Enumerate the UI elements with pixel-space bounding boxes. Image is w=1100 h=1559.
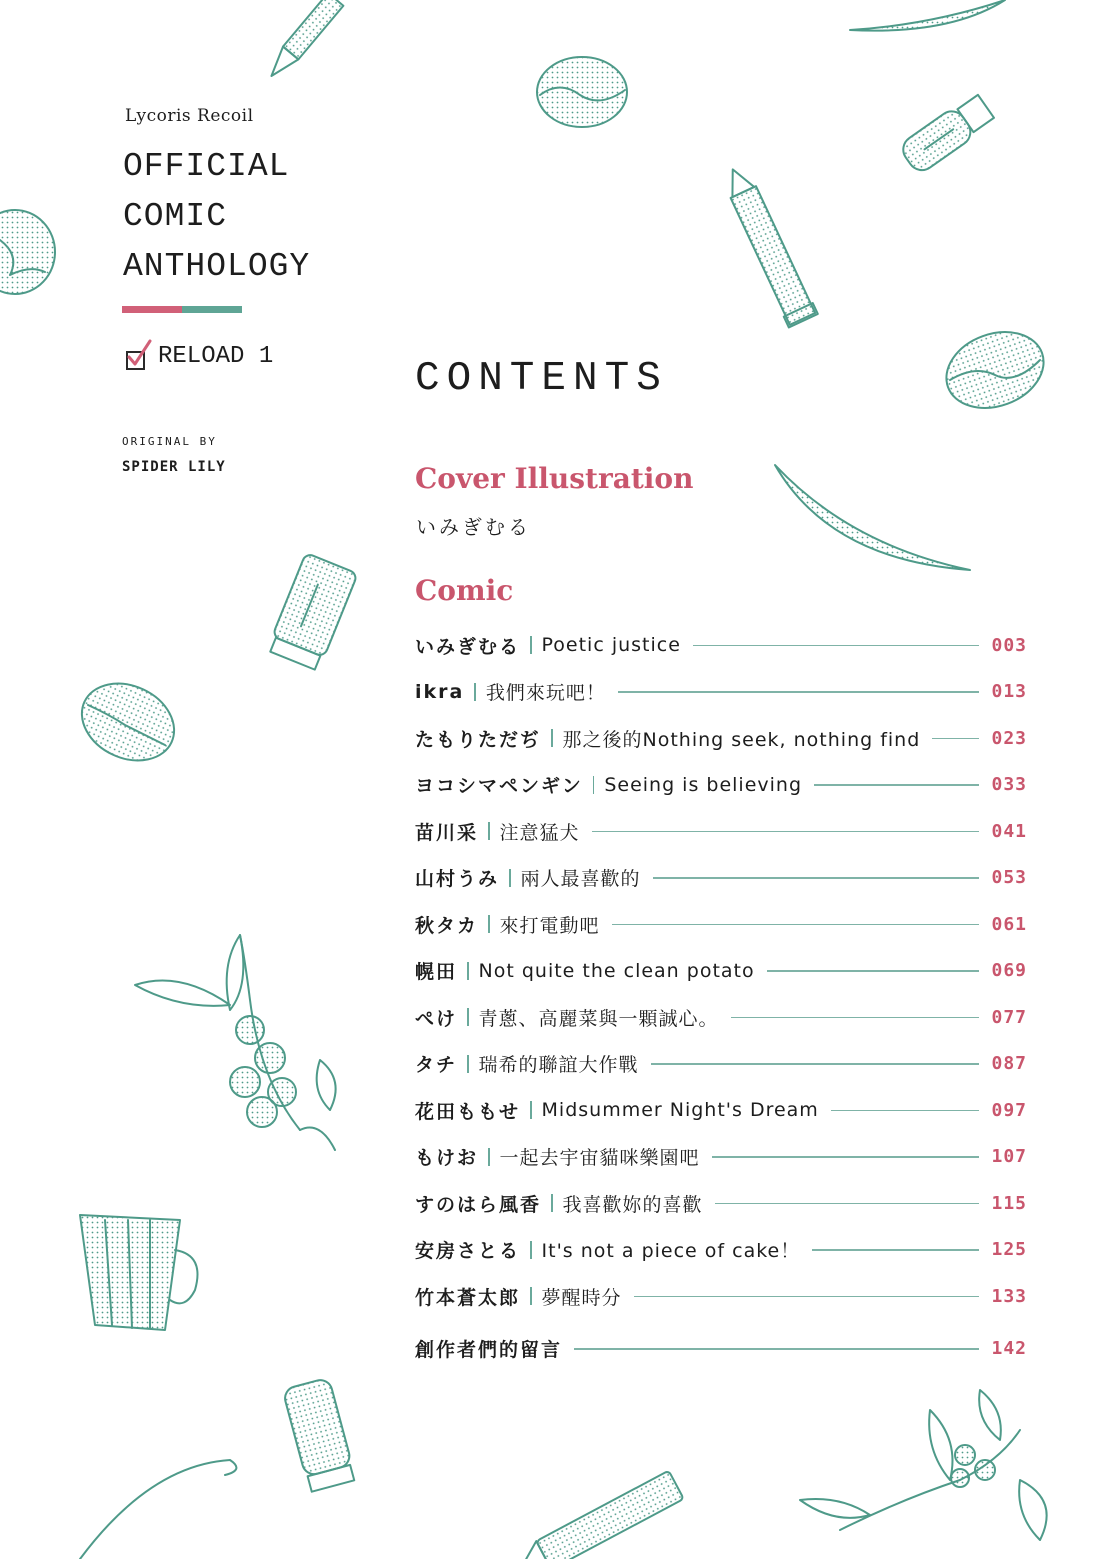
check-mark-icon <box>124 337 158 371</box>
entry-artist: 竹本蒼太郎 <box>415 1286 521 1309</box>
entry-title: 來打電動吧 <box>499 914 600 937</box>
table-of-contents <box>415 622 1027 1372</box>
toc-entry <box>415 1087 1027 1134</box>
entry-artist: 幌田 <box>415 961 458 984</box>
leader-line <box>612 924 980 926</box>
entry-page: 097 <box>991 1099 1027 1121</box>
coffee-branch-icon <box>135 935 336 1150</box>
leader-line <box>653 877 980 879</box>
entry-artist: 山村うみ <box>415 868 500 891</box>
entry-label: 創作者們的留言 <box>415 1339 563 1362</box>
entry-title: 我們來玩吧！ <box>485 682 606 705</box>
entry-artist: いみぎむる <box>415 635 521 658</box>
toc-entry <box>415 1134 1027 1181</box>
entry-artist: タチ <box>415 1054 458 1077</box>
volume-text: RELOAD 1 <box>158 343 274 370</box>
entry-artist: たもりただぢ <box>415 728 542 751</box>
leaf-icon <box>850 0 1005 31</box>
separator <box>530 1287 532 1305</box>
leader-line <box>618 691 980 693</box>
toc-entry <box>415 1041 1027 1088</box>
leader-line <box>767 970 980 972</box>
entry-artist: すのはら風香 <box>415 1193 542 1216</box>
entry-title: 我喜歡妳的喜歡 <box>562 1193 703 1216</box>
cover-section-title: Cover Illustration <box>415 462 694 495</box>
leaf-icon <box>775 465 970 570</box>
entry-artist: もけお <box>415 1147 479 1170</box>
entry-page: 115 <box>991 1192 1027 1214</box>
entry-title: It's not a piece of cake！ <box>541 1240 801 1263</box>
leader-line <box>731 1017 980 1019</box>
coffee-branch-icon <box>800 1390 1047 1540</box>
entry-artist: 花田ももせ <box>415 1100 521 1123</box>
divider-pink <box>122 306 182 313</box>
entry-artist: ヨコシマペンギン <box>415 775 583 798</box>
entry-title: 青蔥、高麗菜與一顆誠心。 <box>478 1007 719 1030</box>
entry-artist: 安房さとる <box>415 1240 521 1263</box>
entry-title: 那之後的Nothing seek, nothing find <box>562 728 921 751</box>
title-line: ANTHOLOGY <box>123 248 311 285</box>
leader-line <box>932 738 979 740</box>
comic-section-title: Comic <box>415 574 514 607</box>
entry-page: 142 <box>991 1338 1027 1360</box>
entry-page: 013 <box>991 681 1027 703</box>
toc-entry <box>415 1273 1027 1320</box>
separator <box>530 1101 532 1119</box>
bullet-icon <box>267 553 358 671</box>
leader-line <box>712 1156 980 1158</box>
coffee-bean-icon <box>0 210 55 294</box>
leader-line <box>693 645 980 647</box>
toc-entry <box>415 622 1027 669</box>
separator <box>488 1148 490 1166</box>
entry-page: 033 <box>991 774 1027 796</box>
leader-line <box>574 1348 979 1350</box>
separator <box>488 822 490 840</box>
entry-artist: ikra <box>415 680 465 703</box>
cup-icon <box>80 1215 198 1330</box>
entry-page: 023 <box>991 727 1027 749</box>
toc-entry <box>415 948 1027 995</box>
toc-entry <box>415 855 1027 902</box>
toc-entry <box>415 1227 1027 1274</box>
toc-entry <box>415 1180 1027 1227</box>
separator <box>530 636 532 654</box>
entry-title: 瑞希的聯誼大作戰 <box>478 1054 639 1077</box>
entry-artist: ぺけ <box>415 1007 458 1030</box>
entry-title: 一起去宇宙貓咪樂園吧 <box>499 1147 700 1170</box>
leader-line <box>715 1203 980 1205</box>
separator <box>593 776 595 794</box>
separator <box>467 1008 469 1026</box>
series-name: Lycoris Recoil <box>125 106 254 126</box>
separator <box>551 729 553 747</box>
original-by-label: ORIGINAL BY <box>122 435 217 448</box>
bullet-icon <box>282 1377 356 1492</box>
coffee-bean-icon <box>69 669 186 775</box>
leader-line <box>592 831 980 833</box>
entry-page: 061 <box>991 913 1027 935</box>
divider-teal <box>182 306 242 313</box>
bullet-icon <box>898 92 996 176</box>
contents-heading: CONTENTS <box>415 356 668 402</box>
separator <box>551 1194 553 1212</box>
entry-title: Poetic justice <box>541 634 681 657</box>
separator <box>488 915 490 933</box>
entry-page: 107 <box>991 1146 1027 1168</box>
leader-line <box>651 1063 980 1065</box>
toc-entry <box>415 994 1027 1041</box>
toc-entry <box>415 669 1027 716</box>
entry-page: 003 <box>991 634 1027 656</box>
anthology-title <box>123 142 310 292</box>
title-line: COMIC <box>123 198 228 235</box>
separator <box>509 869 511 887</box>
pen-icon <box>264 0 344 82</box>
entry-page: 133 <box>991 1285 1027 1307</box>
entry-page: 077 <box>991 1006 1027 1028</box>
toc-entry <box>415 762 1027 809</box>
cover-artist: いみぎむる <box>416 515 531 539</box>
entry-page: 125 <box>991 1239 1027 1261</box>
entry-title: 夢醒時分 <box>541 1286 622 1309</box>
leader-line <box>634 1296 980 1298</box>
entry-page: 087 <box>991 1053 1027 1075</box>
pen-icon <box>514 1471 684 1559</box>
entry-page: 053 <box>991 867 1027 889</box>
leader-line <box>831 1110 980 1112</box>
entry-page: 041 <box>991 820 1027 842</box>
entry-title: Midsummer Night's Dream <box>541 1099 819 1122</box>
separator <box>474 683 476 701</box>
leaf-icon <box>80 1460 236 1559</box>
separator <box>467 962 469 980</box>
entry-artist: 秋タカ <box>415 914 479 937</box>
entry-page: 069 <box>991 960 1027 982</box>
toc-entry <box>415 901 1027 948</box>
separator <box>530 1241 532 1259</box>
toc-entry <box>415 715 1027 762</box>
coffee-bean-icon <box>936 319 1055 421</box>
bullet-icon <box>718 163 818 328</box>
toc-entry-messages <box>415 1326 1027 1373</box>
leader-line <box>812 1249 979 1251</box>
entry-title: Seeing is believing <box>604 773 803 796</box>
coffee-bean-icon <box>537 57 627 127</box>
original-author: SPIDER LILY <box>122 459 226 475</box>
entry-artist: 苗川采 <box>415 821 479 844</box>
entry-title: 兩人最喜歡的 <box>520 868 641 891</box>
entry-title: Not quite the clean potato <box>478 959 755 982</box>
separator <box>467 1055 469 1073</box>
entry-title: 注意猛犬 <box>499 821 580 844</box>
toc-entry <box>415 808 1027 855</box>
title-line: OFFICIAL <box>123 148 290 185</box>
leader-line <box>814 784 979 786</box>
title-divider <box>122 306 242 313</box>
